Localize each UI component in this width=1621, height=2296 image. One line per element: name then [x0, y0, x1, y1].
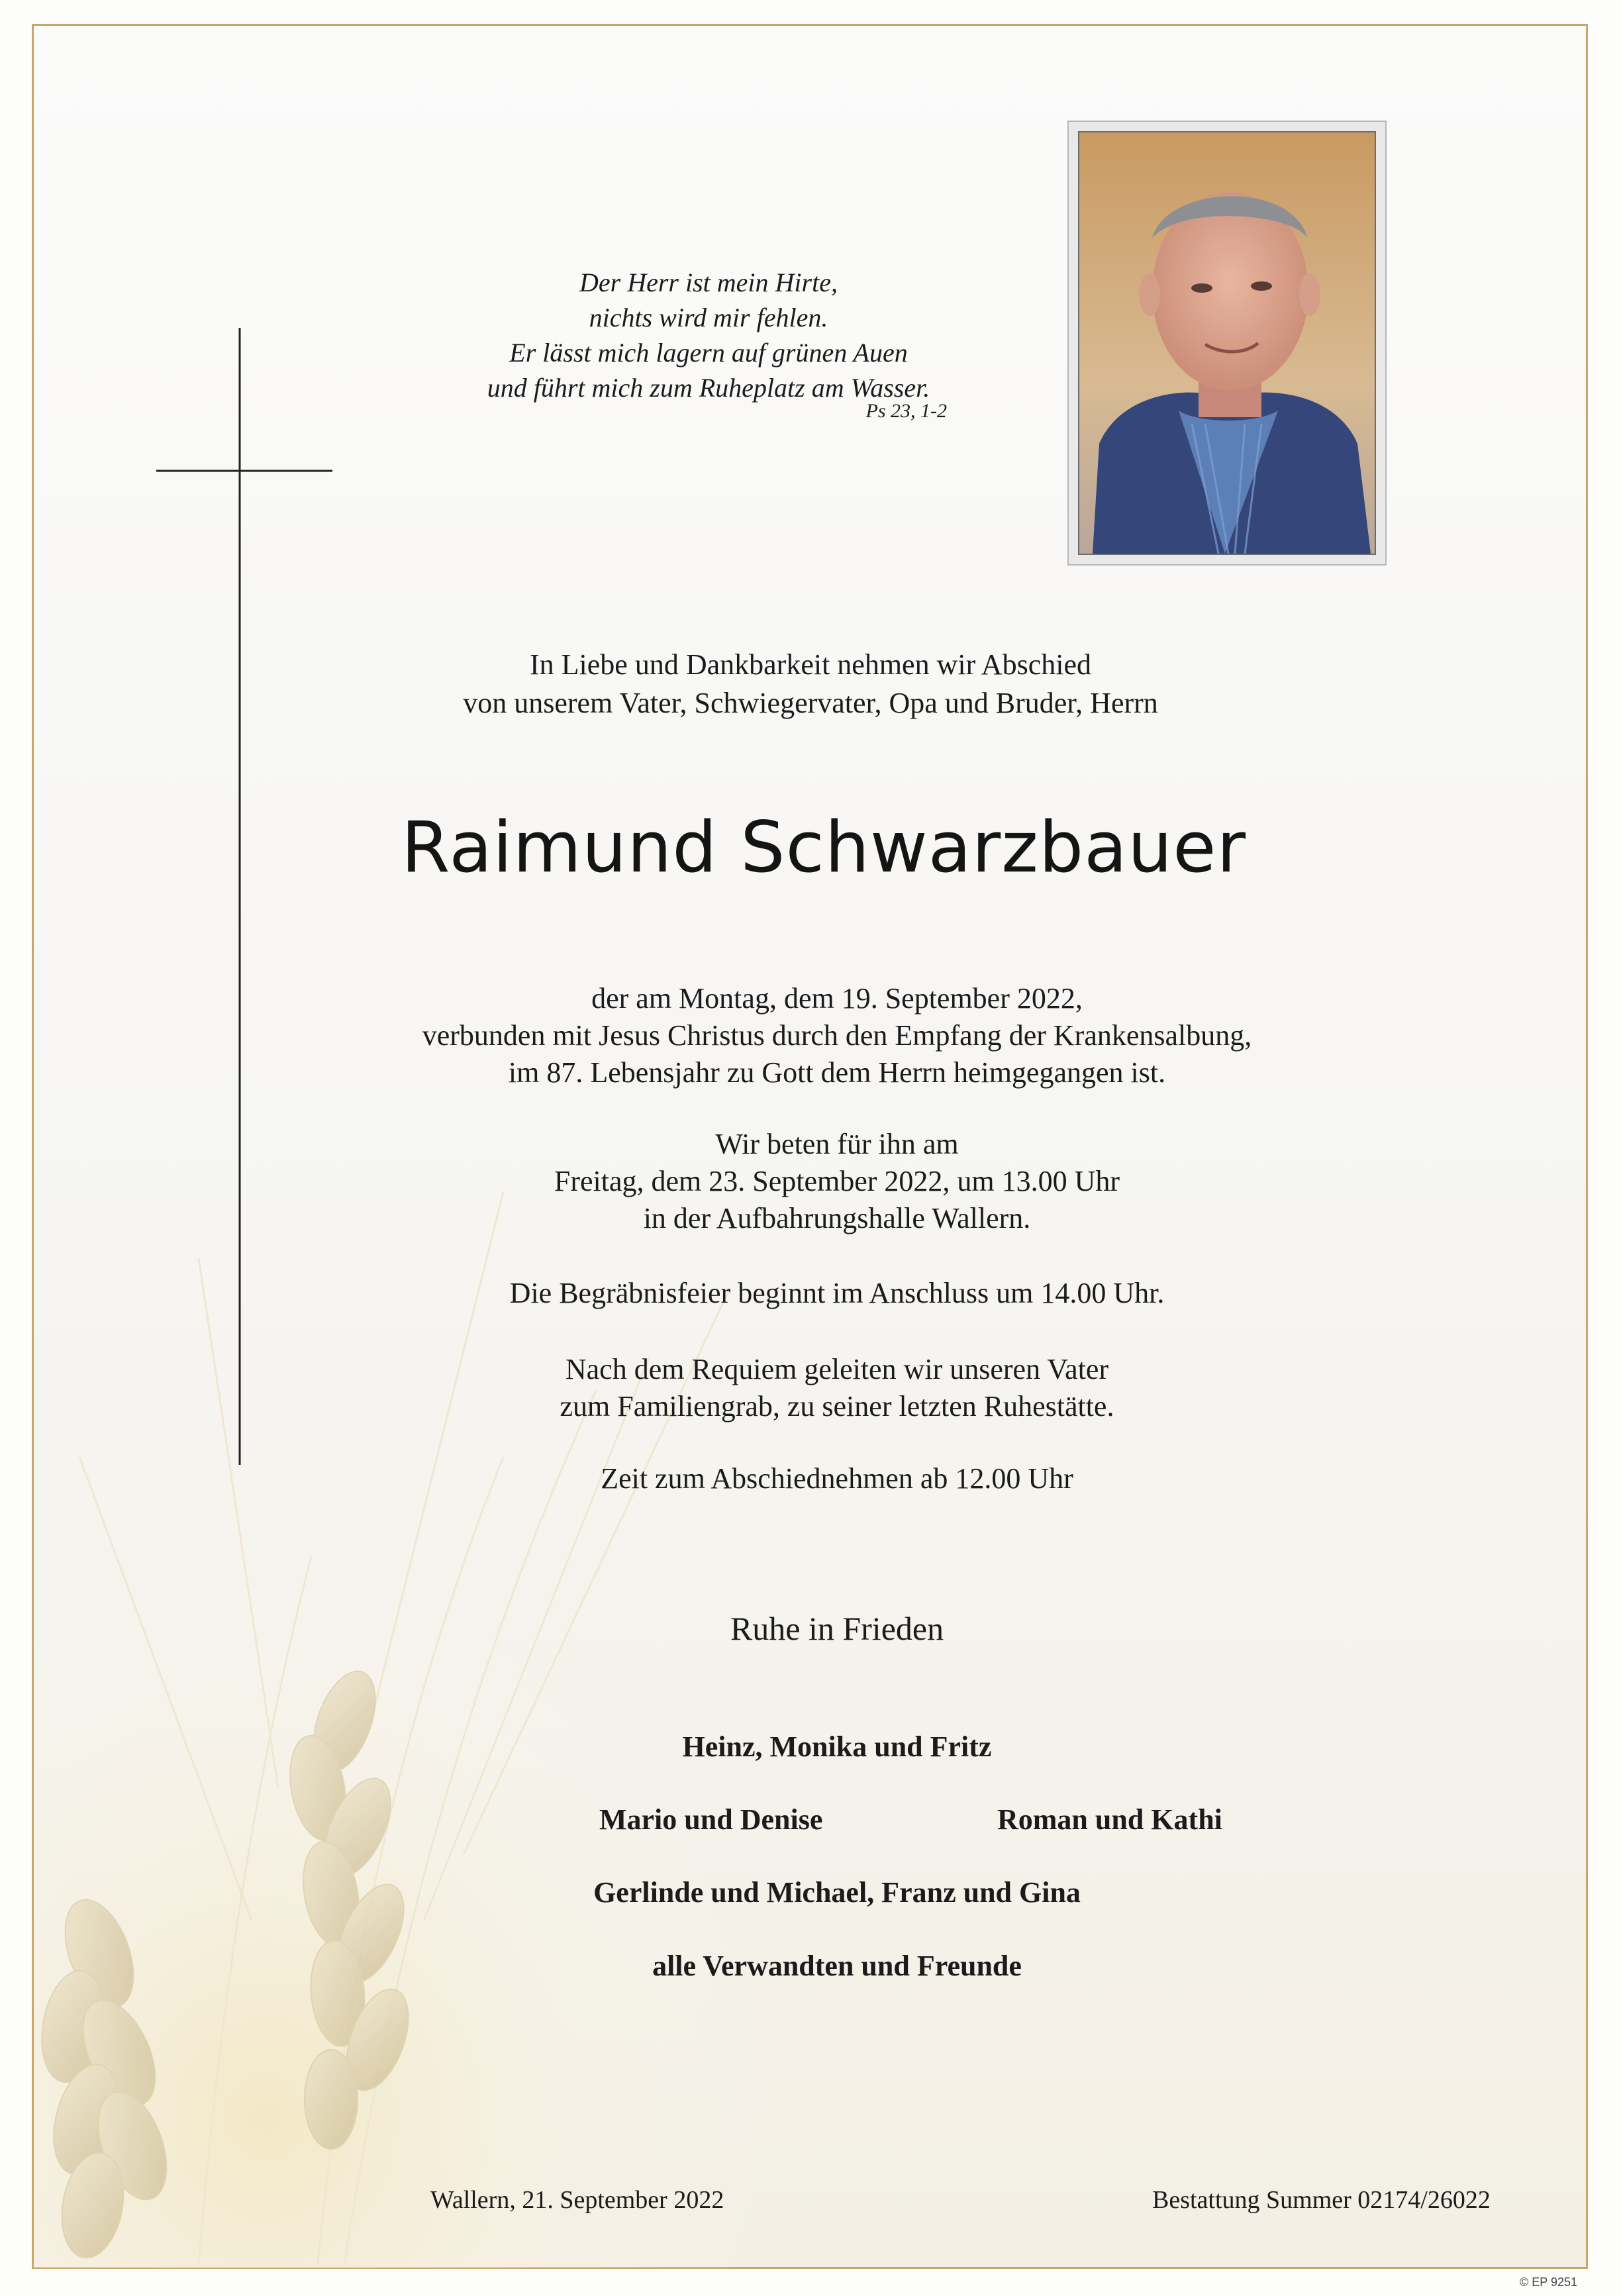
burial-line: zum Familiengrab, zu seiner letzten Ruhestätte.	[560, 1390, 1114, 1423]
death-line: der am Montag, dem 19. September 2022,	[591, 982, 1083, 1015]
funeral-info: Die Begräbnisfeier beginnt im Anschluss um 14.00 Uhr.	[509, 1277, 1165, 1309]
portrait-frame	[1067, 121, 1387, 566]
intro-line: von unserem Vater, Schwiegervater, Opa und Bruder, Herrn	[463, 687, 1158, 719]
undertaker-contact: Bestattung Summer 02174/26022	[1152, 2186, 1491, 2214]
prayer-line: Wir beten für ihn am	[715, 1128, 959, 1160]
death-line: verbunden mit Jesus Christus durch den Empfang der Krankensalbung,	[422, 1019, 1252, 1052]
psalm-line: und führt mich zum Ruheplatz am Wasser.	[487, 373, 930, 403]
mourners-row-4: alle Verwandten und Freunde	[652, 1950, 1022, 1982]
psalm-reference: Ps 23, 1-2	[865, 400, 947, 422]
place-date: Wallern, 21. September 2022	[430, 2186, 724, 2214]
deceased-name: Raimund Schwarzbauer	[401, 807, 1247, 888]
burial-line: Nach dem Requiem geleiten wir unseren Vater	[565, 1353, 1109, 1385]
prayer-line: in der Aufbahrungshalle Wallern.	[643, 1202, 1031, 1234]
mourners-row-2-right: Roman und Kathi	[997, 1803, 1222, 1836]
prayer-line: Freitag, dem 23. September 2022, um 13.00 Uhr	[554, 1165, 1120, 1197]
psalm-line: Der Herr ist mein Hirte,	[579, 268, 838, 297]
death-line: im 87. Lebensjahr zu Gott dem Herrn heimgegangen ist.	[508, 1056, 1166, 1089]
farewell-time: Zeit zum Abschiednehmen ab 12.00 Uhr	[601, 1462, 1073, 1495]
portrait-photo	[1078, 131, 1376, 555]
psalm-line: Er lässt mich lagern auf grünen Auen	[509, 338, 908, 368]
death-info	[26, 980, 1621, 1091]
rest-in-peace: Ruhe in Frieden	[730, 1610, 944, 1647]
psalm-line: nichts wird mir fehlen.	[589, 303, 828, 332]
mourners-row-1: Heinz, Monika und Fritz	[682, 1730, 992, 1763]
intro-line: In Liebe und Dankbarkeit nehmen wir Abschied	[530, 648, 1091, 681]
print-code: © EP 9251	[1520, 2275, 1577, 2289]
psalm-quote	[411, 265, 1007, 405]
mourners-row-2-left: Mario und Denise	[599, 1803, 823, 1836]
burial-info	[26, 1351, 1621, 1425]
intro-text	[0, 646, 1621, 723]
mourners-row-3: Gerlinde und Michael, Franz und Gina	[593, 1876, 1081, 1909]
prayer-info	[26, 1126, 1621, 1237]
